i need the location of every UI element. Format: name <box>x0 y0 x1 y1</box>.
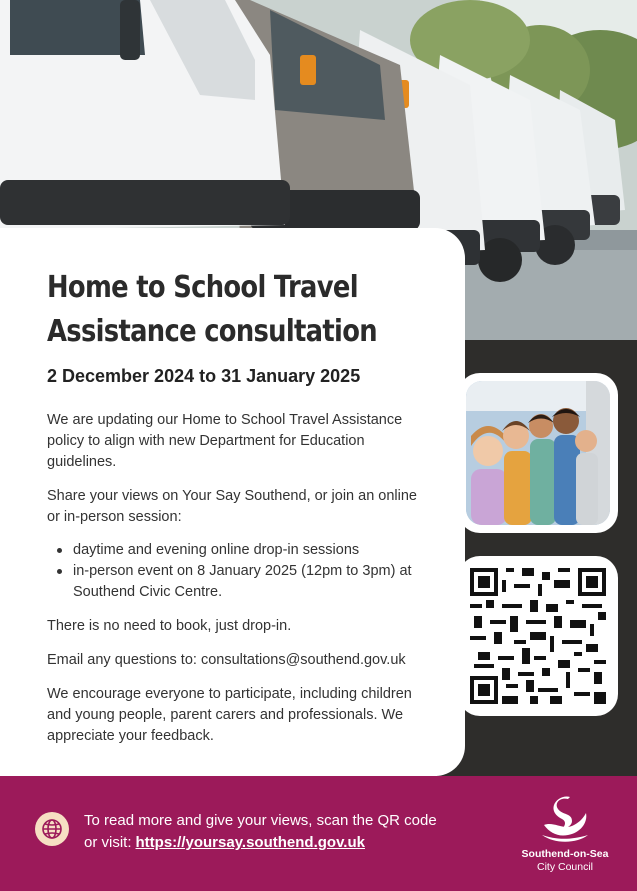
yoursay-link[interactable]: https://yoursay.southend.gov.uk <box>135 834 365 851</box>
list-item: in-person event on 8 January 2025 (12pm to 3pm) at Southend Civic Centre. <box>47 561 437 603</box>
intro-paragraph: We are updating our Home to School Travel Assistance policy to align with new Department for Education guidelines. <box>47 412 403 470</box>
logo-name-line1: Southend-on-Sea <box>521 848 609 860</box>
consultation-dates: 2 December 2024 to 31 January 2025 <box>47 366 361 386</box>
children-photo <box>458 373 618 533</box>
no-booking-paragraph: There is no need to book, just drop-in. <box>47 618 292 634</box>
globe-icon <box>35 812 69 846</box>
council-logo <box>510 795 620 875</box>
share-paragraph: Share your views on Your Say Southend, or join an online or in-person session: <box>47 488 417 525</box>
footer-instruction: To read more and give your views, scan the QR code or visit: <box>84 812 437 851</box>
qr-code[interactable] <box>458 556 618 716</box>
email-paragraph: Email any questions to: consultations@southend.gov.uk <box>47 652 406 668</box>
logo-name-line2: City Council <box>536 861 594 873</box>
page-title: Home to School Travel Assistance consultation <box>47 270 377 349</box>
footer-text <box>84 810 444 854</box>
session-list <box>47 540 437 603</box>
list-item: daytime and evening online drop-in sessions <box>47 540 437 561</box>
swan-logo-icon <box>538 795 592 845</box>
encourage-paragraph: We encourage everyone to participate, including children and young people, parent carers and professionals. We appreciate your feedback. <box>47 686 412 744</box>
